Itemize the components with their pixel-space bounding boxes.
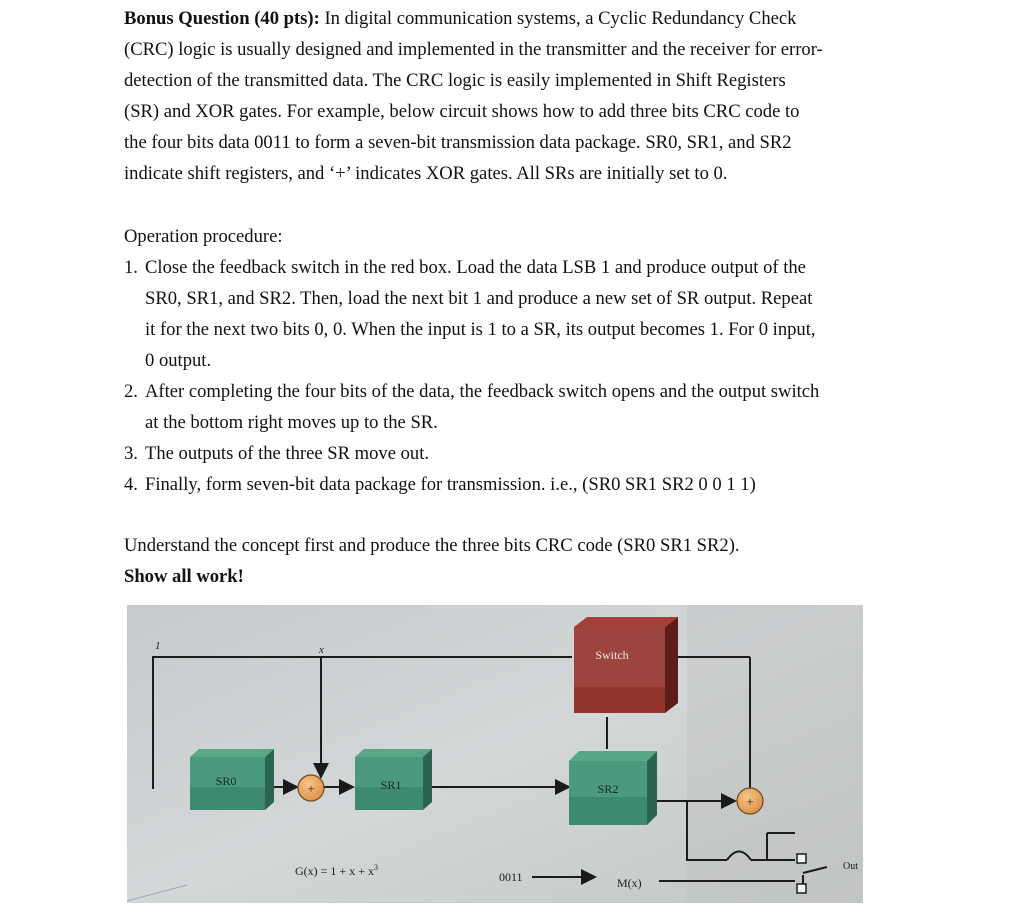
xor-gate-1 [298, 775, 324, 801]
xor-symbol: + [307, 781, 315, 796]
shift-register-sr1 [355, 749, 432, 810]
x-label: x [319, 644, 324, 656]
step-line: Finally, form seven-bit data package for transmission. i.e., (SR0 SR1 SR2 0 0 1 1) [145, 474, 756, 495]
step-line: Close the feedback switch in the red box. Load the data LSB 1 and produce output of the [145, 257, 806, 278]
step-line: The outputs of the three SR move out. [145, 443, 430, 464]
question-paragraph [124, 3, 904, 189]
xor-gate-2 [737, 788, 763, 814]
bonus-question-label: Bonus Question (40 pts): [124, 8, 320, 29]
step-number: 4. [124, 474, 138, 495]
crc-circuit-diagram [127, 605, 863, 903]
question-line: detection of the transmitted data. The CRC logic is easily implemented in Shift Registers [124, 70, 786, 91]
show-work-text: Show all work! [124, 566, 244, 587]
question-line: the four bits data 0011 to form a seven-bit transmission data package. SR0, SR1, and SR2 [124, 132, 792, 153]
procedure-step [124, 469, 904, 500]
step-line: at the bottom right moves up to the SR. [145, 412, 438, 433]
out-label: Out [843, 861, 858, 872]
step-line: SR0, SR1, and SR2. Then, load the next bit 1 and produce a new set of SR output. Repeat [145, 288, 813, 309]
sr2-label: SR2 [597, 782, 619, 796]
step-line: 0 output. [145, 350, 212, 371]
step-line: After completing the four bits of the data, the feedback switch opens and the output switch [145, 381, 820, 402]
sr0-label: SR0 [215, 774, 237, 788]
xor-symbol: + [746, 794, 754, 809]
procedure-step [124, 376, 904, 438]
instruction-text: Understand the concept first and produce the three bits CRC code (SR0 SR1 SR2). [124, 535, 740, 556]
procedure-steps [124, 252, 904, 500]
question-line: (CRC) logic is usually designed and implemented in the transmitter and the receiver for error- [124, 39, 823, 60]
step-number: 3. [124, 443, 138, 464]
switch-label: Switch [595, 648, 629, 662]
feedback-switch [574, 617, 678, 713]
procedure-step [124, 438, 904, 469]
crc-circuit-photo [127, 605, 863, 903]
question-line: (SR) and XOR gates. For example, below circuit shows how to add three bits CRC code to [124, 101, 800, 122]
step-line: it for the next two bits 0, 0. When the input is 1 to a SR, its output becomes 1. For 0 input, [145, 319, 816, 340]
procedure-step [124, 252, 904, 376]
shift-register-sr2 [569, 751, 657, 825]
step-number: 2. [124, 381, 138, 402]
generator-polynomial: $G(x) = 1 + x + x^3$ [295, 863, 378, 878]
data-input-label: 0011 [499, 870, 523, 884]
question-line: indicate shift registers, and ‘+’ indicates XOR gates. All SRs are initially set to 0. [124, 163, 728, 184]
procedure-title: Operation procedure: [124, 226, 283, 247]
input-one-label: 1 [155, 640, 161, 652]
step-number: 1. [124, 257, 138, 278]
sr1-label: SR1 [380, 778, 402, 792]
question-line: Bonus Question (40 pts): In digital communication systems, a Cyclic Redundancy Check [124, 8, 797, 29]
shift-register-sr0 [190, 749, 274, 810]
message-label: M(x) [617, 876, 642, 890]
